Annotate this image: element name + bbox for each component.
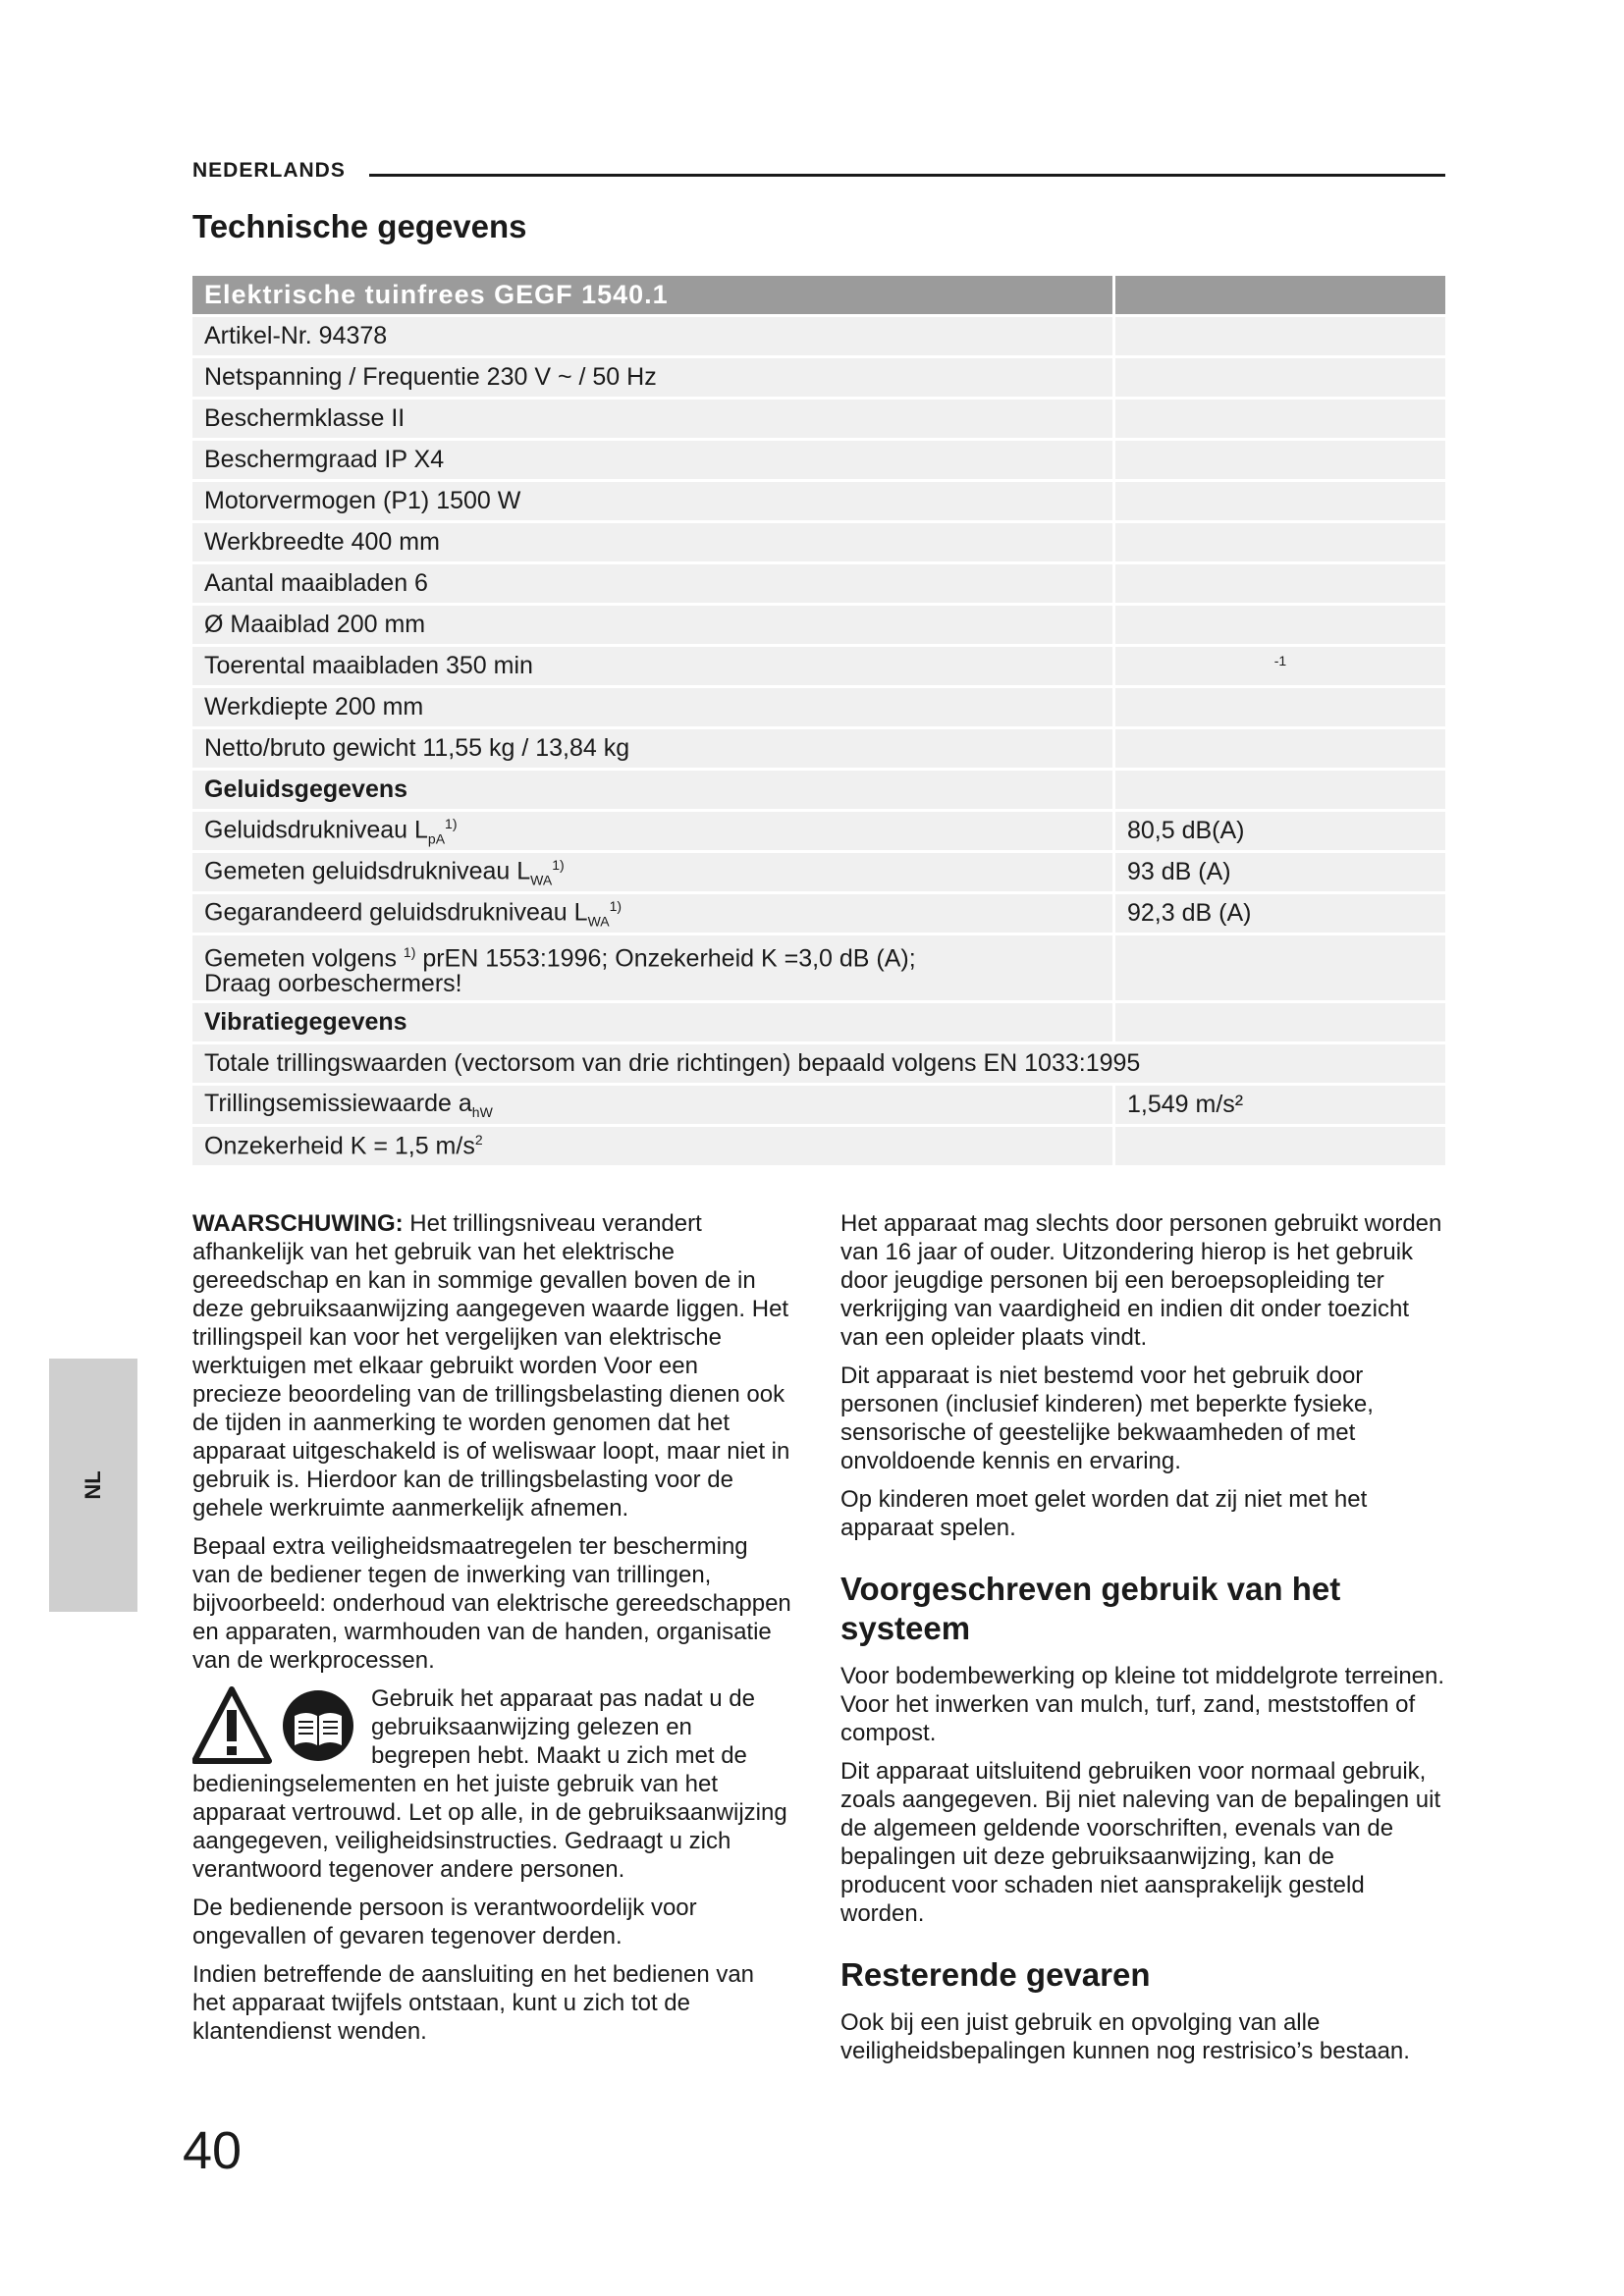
language-label: NEDERLANDS: [192, 159, 346, 182]
table-row: Werkdiepte 200 mm: [192, 688, 1445, 726]
side-tab-label: NL: [81, 1470, 105, 1500]
paragraph: Bepaal extra veiligheidsmaatregelen ter bescherming van de bediener tegen de inwerking van trillingen, bijvoorbeeld: onderhoud van elektrische gereedschappen en apparaten, warmhouden van de handen, organisatie van de werkprocessen.: [192, 1533, 791, 1674]
warning-and-manual-icons: [192, 1686, 361, 1765]
paragraph: Op kinderen moet gelet worden dat zij niet met het apparaat spelen.: [840, 1486, 1368, 1541]
table-row: Artikel-Nr. 94378: [192, 317, 1445, 355]
table-row: Toerental maaibladen 350 min -1: [192, 647, 1445, 685]
paragraph: Dit apparaat is niet bestemd voor het gebruik door personen (inclusief kinderen) met beperkte fysieke, sensorische of geestelijke bekwaamheden of met onvoldoende kennis en ervaring.: [840, 1362, 1374, 1474]
section-heading-risks: Resterende gevaren: [840, 1956, 1151, 1993]
spec-table: [192, 273, 1445, 1168]
noise-value: 92,3 dB (A): [1115, 894, 1445, 933]
right-column: [840, 1209, 1445, 2075]
header-rule: [369, 174, 1445, 177]
page-number: 40: [183, 2121, 243, 2180]
read-manual-icon: [283, 1690, 353, 1761]
product-name: Elektrische tuinfrees GEGF 1540.1: [192, 276, 1115, 314]
paragraph: Voor bodembewerking op kleine tot middelgrote terreinen. Voor het inwerken van mulch, turf, zand, meststoffen of compost.: [840, 1663, 1445, 1746]
section-heading-use: Voorgeschreven gebruik van het systeem: [840, 1571, 1341, 1646]
table-row: Gemeten volgens $^{1)}$ prEN 1553:1996; Onzekerheid K =3,0 dB (A); Draag oorbeschermers!: [192, 935, 1445, 1000]
vibration-section-heading: Vibratiegegevens: [192, 1003, 1445, 1041]
table-row: Totale trillingswaarden (vectorsom van drie richtingen) bepaald volgens EN 1033:1995: [192, 1044, 1445, 1083]
table-row: Netspanning / Frequentie 230 V ~ / 50 Hz: [192, 358, 1445, 397]
spec-table-head: [192, 276, 1445, 314]
language-side-tab: [49, 1359, 137, 1612]
table-row: Ø Maaiblad 200 mm: [192, 606, 1445, 644]
table-row: Beschermgraad IP X4: [192, 441, 1445, 479]
paragraph: Gebruik het apparaat pas nadat u de gebruiksaanwijzing gelezen en begrepen hebt. Maakt u zich met de bedieningselementen en het juiste gebruik van het apparaat vertrouwd. Let op alle, in de gebruiksaanwijzing aangegeven, veiligheidsinstructies. Gedraagt u zich verantwoord tegenover andere personen.: [192, 1685, 787, 1883]
paragraph: Ook bij een juist gebruik en opvolging van alle veiligheidsbepalingen kunnen nog restrisico’s bestaan.: [840, 2009, 1410, 2064]
noise-section-heading: Geluidsgegevens: [192, 771, 1445, 809]
table-row: Geluidsdrukniveau $L_{pA}^{1)}$ 80,5 dB(A): [192, 812, 1445, 850]
table-row: Motorvermogen (P1) 1500 W: [192, 482, 1445, 520]
table-row: Beschermklasse II: [192, 400, 1445, 438]
table-row: Gegarandeerd geluidsdrukniveau $L_{WA}^{1)}$ 92,3 dB (A): [192, 894, 1445, 933]
paragraph: Het apparaat mag slechts door personen gebruikt worden van 16 jaar of ouder. Uitzondering hierop is het gebruik door jeugdige personen bij een beroepsopleiding ter verkrijging van vaardigheid en indien dit onder toezicht van een opleider plaats vindt.: [840, 1210, 1442, 1351]
speed-unit-exponent: -1: [1115, 647, 1445, 685]
noise-value: 80,5 dB(A): [1115, 812, 1445, 850]
left-column: [192, 1209, 791, 2056]
table-row: Aantal maaibladen 6: [192, 564, 1445, 603]
page-title: Technische gegevens: [192, 208, 527, 244]
table-row: Gemeten geluidsdrukniveau $L_{WA}^{1)}$ 93 dB (A): [192, 853, 1445, 891]
table-row: Netto/bruto gewicht 11,55 kg / 13,84 kg: [192, 729, 1445, 768]
paragraph: De bedienende persoon is verantwoordelijk voor ongevallen of gevaren tegenover derden.: [192, 1895, 697, 1949]
table-row: Werkbreedte 400 mm: [192, 523, 1445, 561]
vibration-value: 1,549 m/s²: [1115, 1086, 1445, 1124]
warning-paragraph: WAARSCHUWING: Het trillingsniveau verandert afhankelijk van het gebruik van het elektrische gereedschap en kan in sommige gevallen boven de in deze gebruiksaanwijzing aangegeven waarde liggen. Het trillingspeil kan voor het vergelijken van elektrische werktuigen met elkaar gebruikt worden Voor een precieze beoordeling van de trillingsbelasting dienen ook de tijden in aanmerking te worden genomen dat het apparaat uitgeschakeld is of weliswaar loopt, maar niet in gebruik is. Hierdoor kan de trillingsbelasting voor de gehele werkruimte aanmerkelijk afnemen.: [192, 1210, 790, 1522]
noise-value: 93 dB (A): [1115, 853, 1445, 891]
page-header: [192, 157, 1445, 187]
table-row: Trillingsemissiewaarde $a_{hW}$ 1,549 m/s²: [192, 1086, 1445, 1124]
table-row: Onzekerheid K = 1,5 $m/s^2$: [192, 1127, 1445, 1165]
paragraph: Dit apparaat uitsluitend gebruiken voor normaal gebruik, zoals aangegeven. Bij niet naleving van de bepalingen uit de algemeen geldende voorschriften, evenals van de bepalingen uit deze gebruiksaanwijzing, kan de producent voor schaden niet aansprakelijk gesteld worden.: [840, 1758, 1441, 1927]
warning-triangle-icon: [194, 1689, 269, 1761]
paragraph: Indien betreffende de aansluiting en het bedienen van het apparaat twijfels ontstaan, kunt u zich tot de klantendienst wenden.: [192, 1961, 755, 2045]
